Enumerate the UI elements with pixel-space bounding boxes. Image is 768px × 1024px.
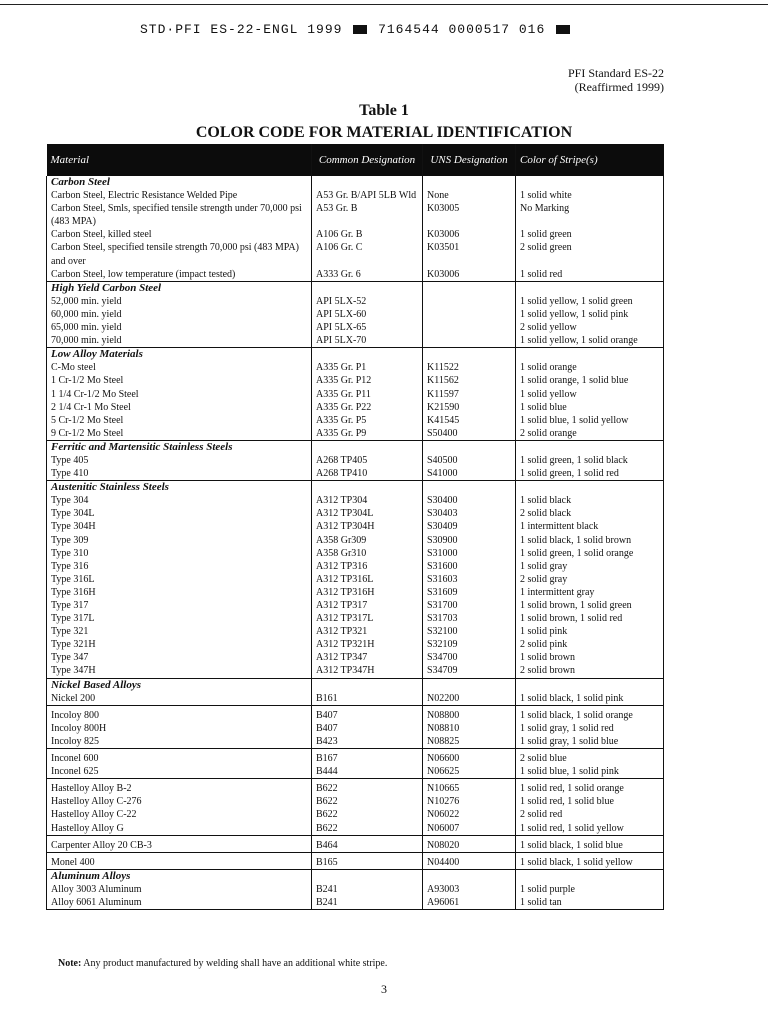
table-number: Table 1 <box>359 102 409 119</box>
uns-cell: N08825 <box>423 735 516 749</box>
col-uns-designation: UNS Designation <box>423 144 516 176</box>
uns-cell: S31609 <box>423 586 516 599</box>
table-row <box>47 883 664 896</box>
table-row <box>47 202 664 228</box>
material-cell: Incoloy 800 <box>47 709 312 722</box>
table-row <box>47 321 664 334</box>
material-cell: 60,000 min. yield <box>47 308 312 321</box>
stripe-color-cell: 1 solid red, 1 solid orange <box>516 782 664 795</box>
material-cell: 65,000 min. yield <box>47 321 312 334</box>
table-row <box>47 454 664 467</box>
common-designation-cell: API 5LX-60 <box>312 308 423 321</box>
table-row <box>47 896 664 910</box>
uns-cell: A96061 <box>423 896 516 910</box>
stripe-color-cell: 2 solid red <box>516 808 664 821</box>
material-group <box>47 749 664 779</box>
stripe-color-cell: 1 solid red <box>516 268 664 282</box>
material-cell: Type 304L <box>47 507 312 520</box>
common-designation-cell: A312 TP304L <box>312 507 423 520</box>
material-cell: Type 321H <box>47 638 312 651</box>
table-header-row <box>47 144 664 176</box>
material-group <box>47 176 664 281</box>
uns-cell: K03501 <box>423 241 516 267</box>
uns-cell: S34709 <box>423 664 516 678</box>
redaction-block <box>556 25 570 34</box>
uns-cell: N10665 <box>423 782 516 795</box>
redaction-block <box>353 25 367 34</box>
uns-cell <box>423 295 516 308</box>
table-row <box>47 808 664 821</box>
common-designation-cell: A358 Gr309 <box>312 534 423 547</box>
table-row <box>47 295 664 308</box>
material-cell: Inconel 625 <box>47 765 312 779</box>
stripe-color-cell: 1 solid green <box>516 228 664 241</box>
common-designation-cell: A312 TP316H <box>312 586 423 599</box>
material-cell: Carbon Steel, killed steel <box>47 228 312 241</box>
table-row <box>47 782 664 795</box>
uns-cell: N04400 <box>423 856 516 870</box>
material-cell: Type 309 <box>47 534 312 547</box>
uns-cell: S41000 <box>423 467 516 481</box>
material-cell: Alloy 6061 Aluminum <box>47 896 312 910</box>
material-cell: Hastelloy Alloy B-2 <box>47 782 312 795</box>
table-row <box>47 401 664 414</box>
common-designation-cell: A335 Gr. P12 <box>312 374 423 387</box>
common-designation-cell: A106 Gr. B <box>312 228 423 241</box>
table-row <box>47 856 664 870</box>
common-designation-cell: A312 TP317 <box>312 599 423 612</box>
material-group <box>47 348 664 441</box>
uns-cell <box>423 308 516 321</box>
table-row <box>47 638 664 651</box>
group-title-row <box>47 440 664 454</box>
common-designation-cell: API 5LX-65 <box>312 321 423 334</box>
material-cell: Carpenter Alloy 20 CB-3 <box>47 839 312 853</box>
material-cell: Type 310 <box>47 547 312 560</box>
stripe-color-cell: 2 solid gray <box>516 573 664 586</box>
material-group <box>47 481 664 678</box>
stripe-color-cell: 1 solid black <box>516 494 664 507</box>
table-row <box>47 692 664 706</box>
top-rule <box>0 4 768 5</box>
common-designation-cell: B423 <box>312 735 423 749</box>
material-cell: Carbon Steel, Electric Resistance Welded Pipe <box>47 189 312 202</box>
material-cell: Type 316 <box>47 560 312 573</box>
page-number: 3 <box>381 982 387 996</box>
stripe-color-cell: 1 intermittent gray <box>516 586 664 599</box>
common-designation-cell: A312 TP304H <box>312 520 423 533</box>
uns-cell: N10276 <box>423 795 516 808</box>
stripe-color-cell: 1 intermittent black <box>516 520 664 533</box>
common-designation-cell: B622 <box>312 808 423 821</box>
uns-cell: K03006 <box>423 268 516 282</box>
uns-cell: S31603 <box>423 573 516 586</box>
common-designation-cell: A312 TP316 <box>312 560 423 573</box>
uns-cell: N06625 <box>423 765 516 779</box>
standard-name: PFI Standard ES-22 <box>568 66 664 80</box>
table-row <box>47 334 664 348</box>
stripe-color-cell: 1 solid tan <box>516 896 664 910</box>
material-cell: Carbon Steel, specified tensile strength 70,000 psi (483 MPA) and over <box>47 241 312 267</box>
material-cell: Type 347 <box>47 651 312 664</box>
common-designation-cell: B444 <box>312 765 423 779</box>
stripe-color-cell: 2 solid green <box>516 241 664 267</box>
common-designation-cell: A335 Gr. P9 <box>312 427 423 441</box>
stripe-color-cell: 2 solid black <box>516 507 664 520</box>
stripe-color-cell: 1 solid red, 1 solid yellow <box>516 822 664 836</box>
stripe-color-cell: 1 solid brown, 1 solid green <box>516 599 664 612</box>
table-row <box>47 709 664 722</box>
table-row <box>47 612 664 625</box>
material-group <box>47 440 664 480</box>
uns-cell: N06007 <box>423 822 516 836</box>
uns-cell: N06600 <box>423 752 516 765</box>
table-row <box>47 189 664 202</box>
group-title: Carbon Steel <box>47 176 312 189</box>
common-designation-cell: B241 <box>312 896 423 910</box>
table-row <box>47 560 664 573</box>
material-cell: 1 Cr-1/2 Mo Steel <box>47 374 312 387</box>
stripe-color-cell: 1 solid green, 1 solid red <box>516 467 664 481</box>
material-cell: 52,000 min. yield <box>47 295 312 308</box>
uns-cell: K21590 <box>423 401 516 414</box>
material-group <box>47 852 664 869</box>
material-cell: Hastelloy Alloy G <box>47 822 312 836</box>
stripe-color-cell: 1 solid red, 1 solid blue <box>516 795 664 808</box>
table-row <box>47 839 664 853</box>
common-designation-cell: B241 <box>312 883 423 896</box>
common-designation-cell: A333 Gr. 6 <box>312 268 423 282</box>
stripe-color-cell: 1 solid green, 1 solid orange <box>516 547 664 560</box>
material-cell: 2 1/4 Cr-1 Mo Steel <box>47 401 312 414</box>
stripe-color-cell: 1 solid yellow, 1 solid orange <box>516 334 664 348</box>
common-designation-cell: A358 Gr310 <box>312 547 423 560</box>
uns-cell: None <box>423 189 516 202</box>
uns-cell <box>423 334 516 348</box>
stripe-color-cell: 1 solid black, 1 solid yellow <box>516 856 664 870</box>
stripe-color-cell: 2 solid pink <box>516 638 664 651</box>
stripe-color-cell: 2 solid orange <box>516 427 664 441</box>
stripe-color-cell: 1 solid blue, 1 solid pink <box>516 765 664 779</box>
stripe-color-cell: 1 solid blue, 1 solid yellow <box>516 414 664 427</box>
uns-cell: K03005 <box>423 202 516 228</box>
table-row <box>47 361 664 374</box>
table-row <box>47 599 664 612</box>
table-row <box>47 822 664 836</box>
material-cell: Type 316H <box>47 586 312 599</box>
table-row <box>47 467 664 481</box>
uns-cell: N08800 <box>423 709 516 722</box>
table-row <box>47 308 664 321</box>
col-common-designation: Common Designation <box>312 144 423 176</box>
stripe-color-cell: 1 solid orange <box>516 361 664 374</box>
table-row <box>47 228 664 241</box>
table-row <box>47 268 664 282</box>
stripe-color-cell: 1 solid black, 1 solid brown <box>516 534 664 547</box>
common-designation-cell: A53 Gr. B/API 5LB Wld <box>312 189 423 202</box>
table-row <box>47 241 664 267</box>
uns-cell: S31600 <box>423 560 516 573</box>
doc-code: STD·PFI ES-22-ENGL 1999 <box>140 22 343 37</box>
material-cell: Incoloy 825 <box>47 735 312 749</box>
uns-cell: S32100 <box>423 625 516 638</box>
group-title-row <box>47 281 664 295</box>
group-title-row <box>47 481 664 495</box>
stripe-color-cell: 1 solid purple <box>516 883 664 896</box>
group-title-row <box>47 176 664 189</box>
material-group <box>47 678 664 705</box>
table-row <box>47 507 664 520</box>
table-row <box>47 651 664 664</box>
table-row <box>47 735 664 749</box>
material-cell: Type 317L <box>47 612 312 625</box>
uns-cell: K11522 <box>423 361 516 374</box>
table-row <box>47 520 664 533</box>
material-cell: 70,000 min. yield <box>47 334 312 348</box>
standard-reference <box>568 66 664 94</box>
stripe-color-cell: 1 solid gray, 1 solid blue <box>516 735 664 749</box>
material-cell: Hastelloy Alloy C-22 <box>47 808 312 821</box>
common-designation-cell: API 5LX-52 <box>312 295 423 308</box>
common-designation-cell: B167 <box>312 752 423 765</box>
common-designation-cell: B622 <box>312 782 423 795</box>
table-row <box>47 795 664 808</box>
table-row <box>47 573 664 586</box>
table-row <box>47 752 664 765</box>
group-title: Nickel Based Alloys <box>47 678 312 692</box>
material-cell: Hastelloy Alloy C-276 <box>47 795 312 808</box>
standard-reaffirmed: (Reaffirmed 1999) <box>574 80 664 94</box>
uns-cell: S30403 <box>423 507 516 520</box>
table-row <box>47 414 664 427</box>
uns-cell: S32109 <box>423 638 516 651</box>
common-designation-cell: A312 TP347 <box>312 651 423 664</box>
material-cell: Type 347H <box>47 664 312 678</box>
table-row <box>47 374 664 387</box>
table-row <box>47 722 664 735</box>
material-cell: Carbon Steel, low temperature (impact tested) <box>47 268 312 282</box>
stripe-color-cell: 1 solid black, 1 solid orange <box>516 709 664 722</box>
common-designation-cell: A335 Gr. P1 <box>312 361 423 374</box>
group-title: High Yield Carbon Steel <box>47 281 312 295</box>
material-cell: 5 Cr-1/2 Mo Steel <box>47 414 312 427</box>
stripe-color-cell: 1 solid brown <box>516 651 664 664</box>
common-designation-cell: B407 <box>312 709 423 722</box>
uns-cell: A93003 <box>423 883 516 896</box>
stripe-color-cell: 1 solid black, 1 solid blue <box>516 839 664 853</box>
uns-cell: K41545 <box>423 414 516 427</box>
stripe-color-cell: 1 solid blue <box>516 401 664 414</box>
uns-cell: S50400 <box>423 427 516 441</box>
table-row <box>47 427 664 441</box>
material-cell: C-Mo steel <box>47 361 312 374</box>
common-designation-cell: B622 <box>312 822 423 836</box>
table-title: COLOR CODE FOR MATERIAL IDENTIFICATION <box>195 124 573 141</box>
table-row <box>47 494 664 507</box>
uns-cell: S30900 <box>423 534 516 547</box>
table-row <box>47 534 664 547</box>
material-cell: Type 317 <box>47 599 312 612</box>
common-designation-cell: A335 Gr. P11 <box>312 388 423 401</box>
material-group <box>47 869 664 909</box>
common-designation-cell: A335 Gr. P5 <box>312 414 423 427</box>
uns-cell: K03006 <box>423 228 516 241</box>
stripe-color-cell: 1 solid brown, 1 solid red <box>516 612 664 625</box>
common-designation-cell: API 5LX-70 <box>312 334 423 348</box>
material-cell: Type 321 <box>47 625 312 638</box>
note-label: Note: <box>58 958 82 969</box>
table-row <box>47 388 664 401</box>
group-title: Ferritic and Martensitic Stainless Steels <box>47 440 312 454</box>
material-group <box>47 281 664 347</box>
common-designation-cell: A312 TP316L <box>312 573 423 586</box>
stripe-color-cell: 2 solid yellow <box>516 321 664 334</box>
common-designation-cell: A312 TP321 <box>312 625 423 638</box>
uns-cell: S30400 <box>423 494 516 507</box>
uns-cell: N08020 <box>423 839 516 853</box>
common-designation-cell: B165 <box>312 856 423 870</box>
material-cell: Incoloy 800H <box>47 722 312 735</box>
uns-cell <box>423 321 516 334</box>
common-designation-cell: A268 TP405 <box>312 454 423 467</box>
group-title-row <box>47 678 664 692</box>
uns-cell: K11562 <box>423 374 516 387</box>
common-designation-cell: A53 Gr. B <box>312 202 423 228</box>
material-cell: Inconel 600 <box>47 752 312 765</box>
uns-cell: S31703 <box>423 612 516 625</box>
stripe-color-cell: No Marking <box>516 202 664 228</box>
material-cell: Type 410 <box>47 467 312 481</box>
material-cell: Carbon Steel, Smls, specified tensile strength under 70,000 psi (483 MPA) <box>47 202 312 228</box>
group-title: Aluminum Alloys <box>47 869 312 883</box>
common-designation-cell: A268 TP410 <box>312 467 423 481</box>
common-designation-cell: A312 TP347H <box>312 664 423 678</box>
group-title-row <box>47 869 664 883</box>
stripe-color-cell: 2 solid brown <box>516 664 664 678</box>
material-cell: Alloy 3003 Aluminum <box>47 883 312 896</box>
table-row <box>47 547 664 560</box>
note-text: Any product manufactured by welding shall have an additional white stripe. <box>83 958 388 969</box>
table-row <box>47 765 664 779</box>
uns-cell: N08810 <box>423 722 516 735</box>
stripe-color-cell: 1 solid yellow <box>516 388 664 401</box>
material-cell: 9 Cr-1/2 Mo Steel <box>47 427 312 441</box>
material-group <box>47 835 664 852</box>
common-designation-cell: A312 TP304 <box>312 494 423 507</box>
stripe-color-cell: 1 solid black, 1 solid pink <box>516 692 664 706</box>
uns-cell: S30409 <box>423 520 516 533</box>
uns-cell: K11597 <box>423 388 516 401</box>
material-cell: 1 1/4 Cr-1/2 Mo Steel <box>47 388 312 401</box>
group-title-row <box>47 348 664 362</box>
material-cell: Type 405 <box>47 454 312 467</box>
common-designation-cell: A312 TP317L <box>312 612 423 625</box>
stripe-color-cell: 1 solid white <box>516 189 664 202</box>
group-title: Austenitic Stainless Steels <box>47 481 312 495</box>
stripe-color-cell: 1 solid yellow, 1 solid green <box>516 295 664 308</box>
document-code-header <box>140 22 572 37</box>
group-title: Low Alloy Materials <box>47 348 312 362</box>
material-group <box>47 779 664 835</box>
material-group <box>47 705 664 748</box>
common-designation-cell: B464 <box>312 839 423 853</box>
stripe-color-cell: 1 solid gray <box>516 560 664 573</box>
material-cell: Type 304 <box>47 494 312 507</box>
table-row <box>47 664 664 678</box>
common-designation-cell: A312 TP321H <box>312 638 423 651</box>
uns-cell: S31000 <box>423 547 516 560</box>
uns-cell: N02200 <box>423 692 516 706</box>
color-code-table <box>46 144 664 910</box>
material-cell: Type 316L <box>47 573 312 586</box>
doc-serial: 7164544 0000517 016 <box>378 22 546 37</box>
uns-cell: S40500 <box>423 454 516 467</box>
stripe-color-cell: 1 solid yellow, 1 solid pink <box>516 308 664 321</box>
table-row <box>47 625 664 638</box>
uns-cell: N06022 <box>423 808 516 821</box>
col-stripe-color: Color of Stripe(s) <box>516 144 664 176</box>
common-designation-cell: B622 <box>312 795 423 808</box>
table-row <box>47 586 664 599</box>
material-cell: Nickel 200 <box>47 692 312 706</box>
stripe-color-cell: 1 solid orange, 1 solid blue <box>516 374 664 387</box>
common-designation-cell: B161 <box>312 692 423 706</box>
material-cell: Type 304H <box>47 520 312 533</box>
stripe-color-cell: 2 solid blue <box>516 752 664 765</box>
uns-cell: S34700 <box>423 651 516 664</box>
common-designation-cell: B407 <box>312 722 423 735</box>
common-designation-cell: A335 Gr. P22 <box>312 401 423 414</box>
material-cell: Monel 400 <box>47 856 312 870</box>
common-designation-cell: A106 Gr. C <box>312 241 423 267</box>
stripe-color-cell: 1 solid green, 1 solid black <box>516 454 664 467</box>
col-material: Material <box>47 144 312 176</box>
uns-cell: S31700 <box>423 599 516 612</box>
stripe-color-cell: 1 solid gray, 1 solid red <box>516 722 664 735</box>
stripe-color-cell: 1 solid pink <box>516 625 664 638</box>
footnote <box>58 958 387 969</box>
